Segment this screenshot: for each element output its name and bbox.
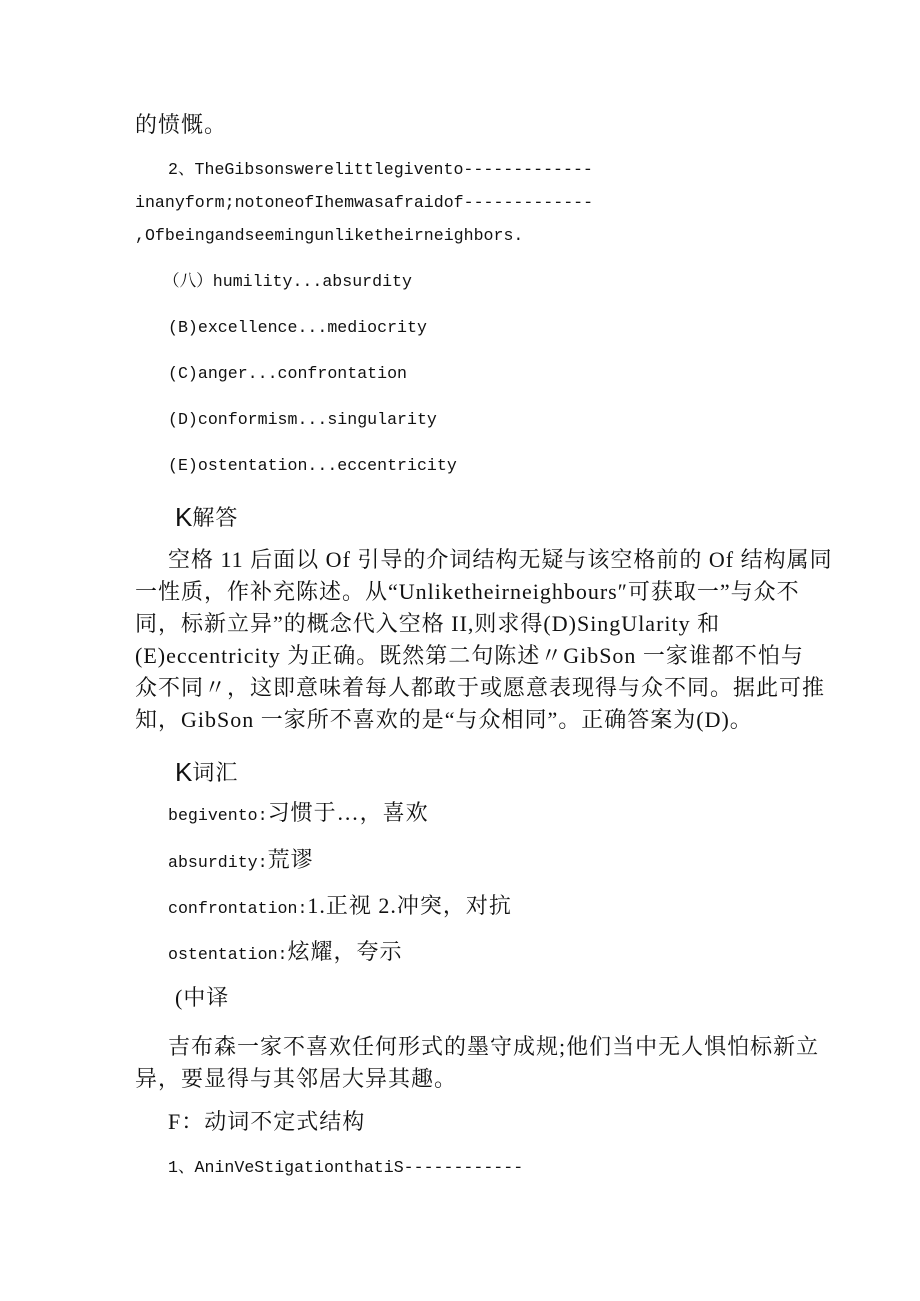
option-label: (B) — [168, 318, 198, 337]
answer-line: 一性质，作补充陈述。从“Unliketheirneighbours″可获取一”与众不 — [135, 579, 800, 604]
option-text: conformism...singularity — [197, 410, 437, 429]
answer-line: 同，标新立异”的概念代入空格 II,则求得(D)SingUlarity 和 — [135, 611, 721, 636]
vocab-definition: 1.正视 2.冲突，对抗 — [307, 893, 512, 918]
vocab-definition: 习惯于…，喜欢 — [267, 800, 429, 825]
option-text: excellence...mediocrity — [197, 318, 427, 337]
question-line: inanyform;notoneofIhemwasafraidof------------- — [135, 193, 594, 212]
heading-title: 词汇 — [192, 760, 239, 785]
vocab-entry — [168, 892, 512, 923]
option-text: anger...confrontation — [197, 364, 407, 383]
vocab-entry — [168, 938, 403, 969]
question-1: 1、AninVeStigationthatiS------------ — [168, 1158, 524, 1177]
page-fragment: 的愤慨。 — [135, 112, 228, 137]
option-a — [163, 270, 412, 294]
question-line: 2、TheGibsonswerelittlegivento------------- — [168, 160, 593, 179]
vocab-separator: : — [257, 853, 268, 872]
vocab-separator: : — [277, 945, 288, 964]
option-d — [168, 408, 437, 432]
answer-line: (E)eccentricity 为正确。既然第二句陈述〃GibSon 一家谁都不怕与 — [135, 643, 804, 668]
vocab-term: absurdity — [168, 853, 258, 872]
option-label: (D) — [168, 410, 198, 429]
vocab-definition: 荒谬 — [267, 847, 314, 872]
vocab-entry — [168, 799, 429, 830]
vocab-term: ostentation — [168, 945, 278, 964]
translation-line: 吉布森一家不喜欢任何形式的墨守成规;他们当中无人惧怕标新立 — [168, 1034, 820, 1059]
option-text: humility...absurdity — [212, 272, 412, 291]
vocab-separator: : — [297, 899, 308, 918]
option-label: (C) — [168, 364, 198, 383]
vocab-term: confrontation — [168, 899, 298, 918]
section-heading — [175, 503, 238, 532]
heading-title: 解答 — [192, 505, 239, 530]
translation-line: 异，要显得与其邻居大异其趣。 — [135, 1066, 458, 1091]
vocab-term: begivento — [168, 806, 258, 825]
question-line: ,Ofbeingandseemingunliketheirneighbors. — [135, 226, 524, 245]
option-b — [168, 316, 427, 340]
answer-line: 知，GibSon 一家所不喜欢的是“与众相同”。正确答案为(D)。 — [135, 707, 753, 732]
section-f-title: F：动词不定式结构 — [168, 1109, 366, 1134]
option-label: （八） — [163, 272, 213, 291]
option-text: ostentation...eccentricity — [197, 456, 457, 475]
option-label: (E) — [168, 456, 198, 475]
answer-line: 众不同〃，这即意味着每人都敢于或愿意表现得与众不同。据此可推 — [135, 675, 826, 700]
vocab-definition: 炫耀，夸示 — [287, 939, 403, 964]
heading-marker: K — [175, 757, 193, 787]
translation-heading: (中译 — [175, 985, 230, 1010]
heading-marker: K — [175, 502, 193, 532]
vocab-separator: : — [257, 806, 268, 825]
vocab-entry — [168, 846, 314, 877]
option-e — [168, 454, 457, 478]
answer-line: 空格 11 后面以 Of 引导的介词结构无疑与该空格前的 Of 结构属同 — [168, 547, 833, 572]
section-heading — [175, 758, 238, 787]
option-c — [168, 362, 407, 386]
